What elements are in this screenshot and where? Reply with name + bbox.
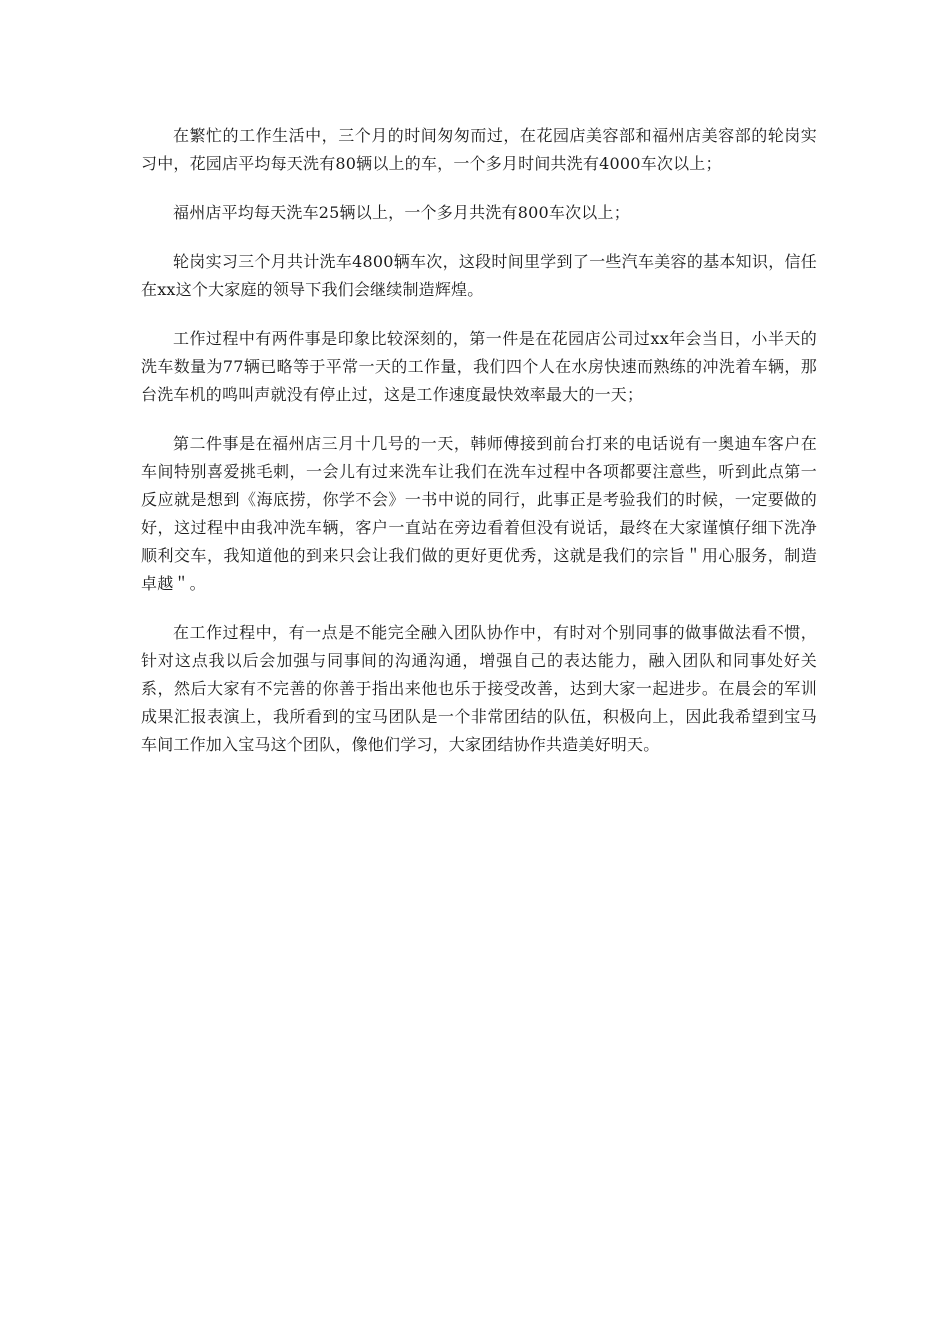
paragraph-2: 福州店平均每天洗车25辆以上，一个多月共洗有800车次以上； — [173, 203, 630, 222]
paragraph-1: 在繁忙的工作生活中，三个月的时间匆匆而过，在花园店美容部和福州店美容部的轮岗实习中，花园店平均每天洗有80辆以上的车，一个多月时间共洗有4000车次以上； — [141, 126, 817, 173]
paragraph-4: 工作过程中有两件事是印象比较深刻的，第一件是在花园店公司过xx年会当日，小半天的洗车数量为77辆已略等于平常一天的工作量，我们四个人在水房快速而熟练的冲洗着车辆，那台洗车机的鸣叫声就没有停止过，这是工作速度最快效率最大的一天； — [141, 329, 817, 404]
document-body — [141, 122, 817, 780]
paragraph-5: 第二件事是在福州店三月十几号的一天，韩师傅接到前台打来的电话说有一奥迪车客户在车间特别喜爱挑毛刺，一会儿有过来洗车让我们在洗车过程中各项都要注意些，听到此点第一反应就是想到《海底捞，你学不会》一书中说的同行，此事正是考验我们的时候，一定要做的好，这过程中由我冲洗车辆，客户一直站在旁边看着但没有说话，最终在大家谨慎仔细下洗净顺利交车，我知道他的到来只会让我们做的更好更优秀，这就是我们的宗旨＂用心服务，制造卓越＂。 — [141, 434, 817, 593]
paragraph-6: 在工作过程中，有一点是不能完全融入团队协作中，有时对个别同事的做事做法看不惯，针对这点我以后会加强与同事间的沟通沟通，增强自己的表达能力，融入团队和同事处好关系，然后大家有不完善的你善于指出来他也乐于接受改善，达到大家一起进步。在晨会的军训成果汇报表演上，我所看到的宝马团队是一个非常团结的队伍，积极向上，因此我希望到宝马车间工作加入宝马这个团队，像他们学习，大家团结协作共造美好明天。 — [141, 623, 817, 754]
paragraph-3: 轮岗实习三个月共计洗车4800辆车次，这段时间里学到了一些汽车美容的基本知识，信任在xx这个大家庭的领导下我们会继续制造辉煌。 — [141, 252, 817, 299]
